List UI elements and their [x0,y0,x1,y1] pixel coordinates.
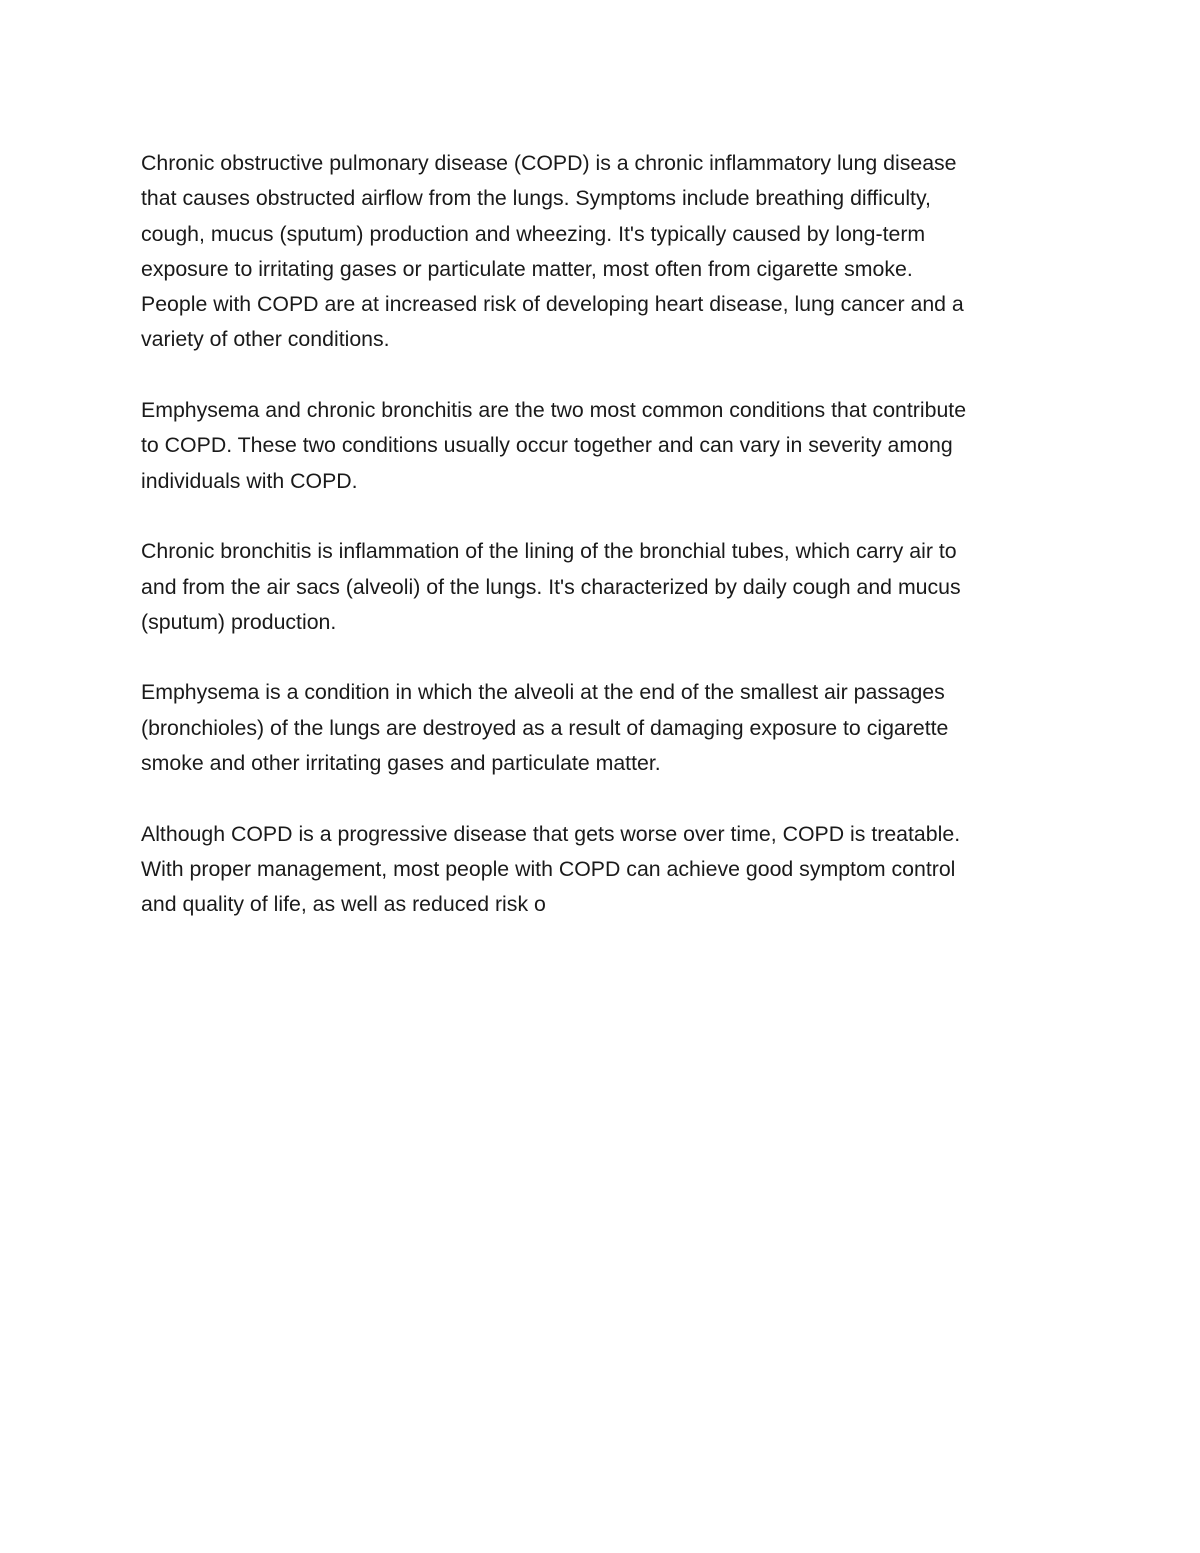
paragraph-copd-conditions [141,393,1071,499]
text-line: Emphysema is a condition in which the alveoli at the end of the smallest air passages [141,680,945,705]
text-line: With proper management, most people with COPD can achieve good symptom control [141,856,956,881]
text-line: (sputum) production. [141,609,337,634]
text-line: Chronic obstructive pulmonary disease (COPD) is a chronic inflammatory lung disease [141,151,957,175]
text-line: and quality of life, as well as reduced risk o [141,892,546,917]
text-line: variety of other conditions. [141,327,390,352]
text-line: and from the air sacs (alveoli) of the lungs. It's characterized by daily cough and mucus [141,574,961,599]
text-line: individuals with COPD. [141,468,358,493]
text-line: People with COPD are at increased risk of developing heart disease, lung cancer and a [141,292,964,317]
text-line: (bronchioles) of the lungs are destroyed as a result of damaging exposure to cigarette [141,715,949,740]
paragraph-treatment [141,817,1071,923]
paragraph-emphysema [141,675,1071,781]
document-body [141,146,1071,958]
text-line: smoke and other irritating gases and particulate matter. [141,751,661,776]
text-line: Although COPD is a progressive disease that gets worse over time, COPD is treatable. [141,821,961,846]
text-line: cough, mucus (sputum) production and wheezing. It's typically caused by long-term [141,221,926,246]
text-line: to COPD. These two conditions usually occur together and can vary in severity among [141,433,953,458]
text-line: exposure to irritating gases or particulate matter, most often from cigarette smoke. [141,256,913,281]
paragraph-chronic-bronchitis [141,534,1071,640]
text-line: Emphysema and chronic bronchitis are the two most common conditions that contribute [141,398,967,423]
paragraph-copd-definition [141,146,1071,358]
text-line: that causes obstructed airflow from the lungs. Symptoms include breathing difficulty, [141,186,931,211]
text-line: Chronic bronchitis is inflammation of the lining of the bronchial tubes, which carry air to [141,539,957,564]
